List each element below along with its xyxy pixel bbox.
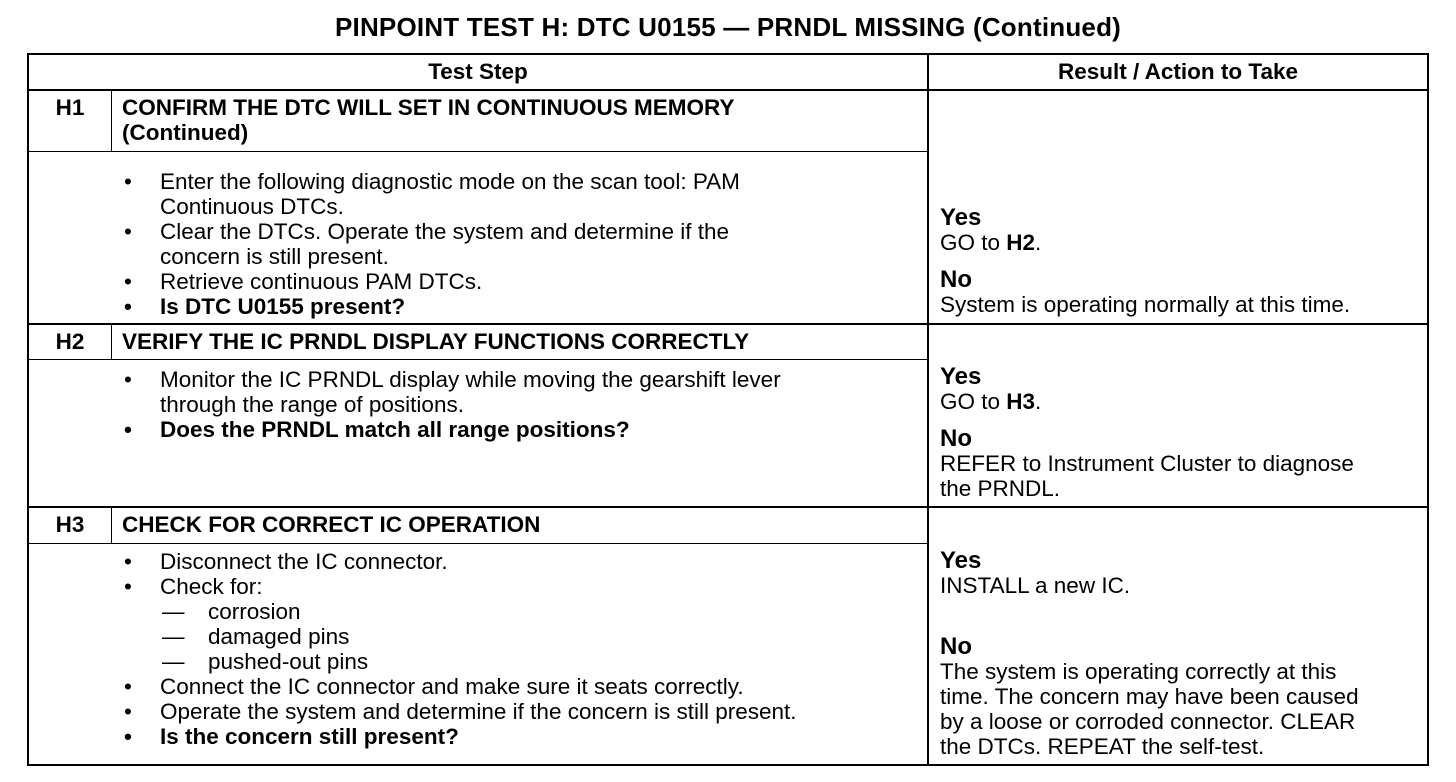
id-divider-h1 bbox=[111, 91, 112, 151]
page-title: PINPOINT TEST H: DTC U0155 — PRNDL MISSING (Continued) bbox=[334, 12, 1122, 42]
list-item: • Monitor the IC PRNDL display while moving the gearshift lever through the range of positions. bbox=[124, 367, 781, 417]
h3-title-divider bbox=[29, 543, 927, 544]
list-item: • Clear the DTCs. Operate the system and determine if the concern is still present. bbox=[124, 219, 730, 269]
result-h2 bbox=[940, 364, 1420, 501]
list-item-question: • Does the PRNDL match all range positions? bbox=[124, 417, 630, 442]
yes-action: INSTALL a new IC. bbox=[940, 573, 1131, 598]
list-item: • Connect the IC connector and make sure it seats correctly. bbox=[124, 674, 744, 699]
sub-list-item: — corrosion bbox=[162, 599, 301, 624]
result-h1 bbox=[940, 205, 1420, 317]
yes-action: GO to H2. bbox=[940, 230, 1042, 255]
list-item-question: • Is DTC U0155 present? bbox=[124, 294, 406, 319]
column-divider bbox=[927, 55, 929, 764]
yes-action: GO to H3. bbox=[940, 389, 1042, 414]
h1-title-divider bbox=[29, 151, 927, 152]
list-item: • Disconnect the IC connector. bbox=[124, 549, 448, 574]
h1-h2-divider bbox=[29, 323, 1427, 325]
yes-label: Yes bbox=[940, 204, 982, 231]
list-item: • Enter the following diagnostic mode on the scan tool: PAM Continuous DTCs. bbox=[124, 169, 740, 219]
sub-list-item: — damaged pins bbox=[162, 624, 350, 649]
no-label: No bbox=[940, 266, 972, 293]
no-action: The system is operating correctly at this time. The concern may have been caused by a loose or corroded connector. CLEAR the DTCs. REPEAT the self-test. bbox=[940, 659, 1359, 759]
list-item-question: • Is the concern still present? bbox=[124, 724, 459, 749]
header-test-step: Test Step bbox=[428, 59, 528, 84]
pinpoint-test-table bbox=[27, 53, 1429, 766]
header-result-action: Result / Action to Take bbox=[1057, 59, 1299, 84]
step-id-h2: H2 bbox=[55, 329, 85, 354]
list-item: • Retrieve continuous PAM DTCs. bbox=[124, 269, 483, 294]
no-action: System is operating normally at this time. bbox=[940, 292, 1351, 317]
id-divider-h2 bbox=[111, 325, 112, 359]
id-divider-h3 bbox=[111, 508, 112, 543]
no-label: No bbox=[940, 425, 972, 452]
step-items-h2 bbox=[122, 367, 922, 442]
step-id-h1: H1 bbox=[55, 95, 85, 120]
step-title-h2: VERIFY THE IC PRNDL DISPLAY FUNCTIONS CORRECTLY bbox=[122, 329, 750, 354]
yes-label: Yes bbox=[940, 363, 982, 390]
yes-label: Yes bbox=[940, 547, 982, 574]
step-id-h3: H3 bbox=[55, 512, 85, 537]
result-h3 bbox=[940, 548, 1420, 759]
sub-list-item: — pushed-out pins bbox=[162, 649, 369, 674]
step-items-h3 bbox=[122, 549, 922, 749]
no-label: No bbox=[940, 633, 972, 660]
h2-title-divider bbox=[29, 359, 927, 360]
no-action: REFER to Instrument Cluster to diagnose the PRNDL. bbox=[940, 451, 1354, 501]
h2-h3-divider bbox=[29, 506, 1427, 508]
step-items-h1 bbox=[122, 169, 922, 319]
step-title-h1: CONFIRM THE DTC WILL SET IN CONTINUOUS MEMORY (Continued) bbox=[122, 95, 735, 145]
header-divider bbox=[29, 89, 1427, 91]
step-title-h3: CHECK FOR CORRECT IC OPERATION bbox=[122, 512, 541, 537]
list-item: • Operate the system and determine if the concern is still present. bbox=[124, 699, 797, 724]
list-item: • Check for: bbox=[124, 574, 263, 599]
